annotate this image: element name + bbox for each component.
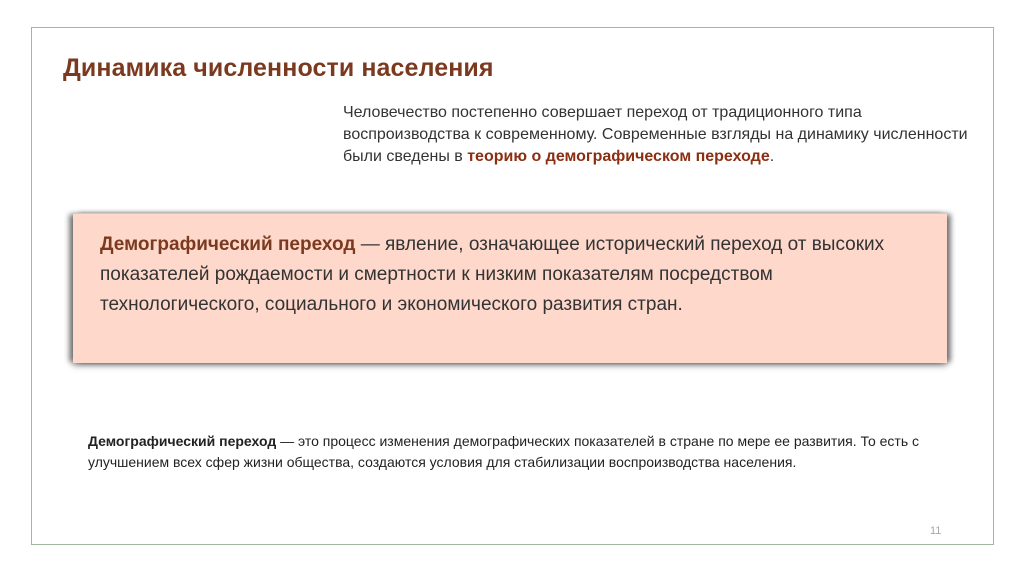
note-paragraph: [88, 431, 968, 473]
definition-box: [73, 213, 947, 363]
page-number: 11: [930, 525, 942, 537]
note-term: Демографический переход: [88, 433, 277, 449]
slide-title: Динамика численности населения: [63, 54, 494, 82]
intro-text-before: Человечество постепенно совершает переход от традиционного типа воспроизводства к современному. Современные взгляды на динамику численности были сведены в: [343, 104, 968, 165]
definition-term: Демографический переход: [100, 234, 356, 255]
intro-highlight: теорию о демографическом переходе: [467, 148, 770, 165]
note-body: — это процесс изменения демографических показателей в стране по мере ее развития. То есть с улучшением всех сфер жизни общества, создаются условия для стабилизации воспроизводства населения.: [88, 433, 920, 470]
slide-frame: [31, 27, 994, 545]
definition-body: — явление, означающее исторический переход от высоких показателей рождаемости и смертности к низким показателям посредством технологического, социального и экономического развития стран.: [100, 234, 885, 315]
definition-text: [100, 230, 930, 320]
intro-text-after: .: [769, 148, 775, 165]
intro-paragraph: [343, 102, 983, 168]
